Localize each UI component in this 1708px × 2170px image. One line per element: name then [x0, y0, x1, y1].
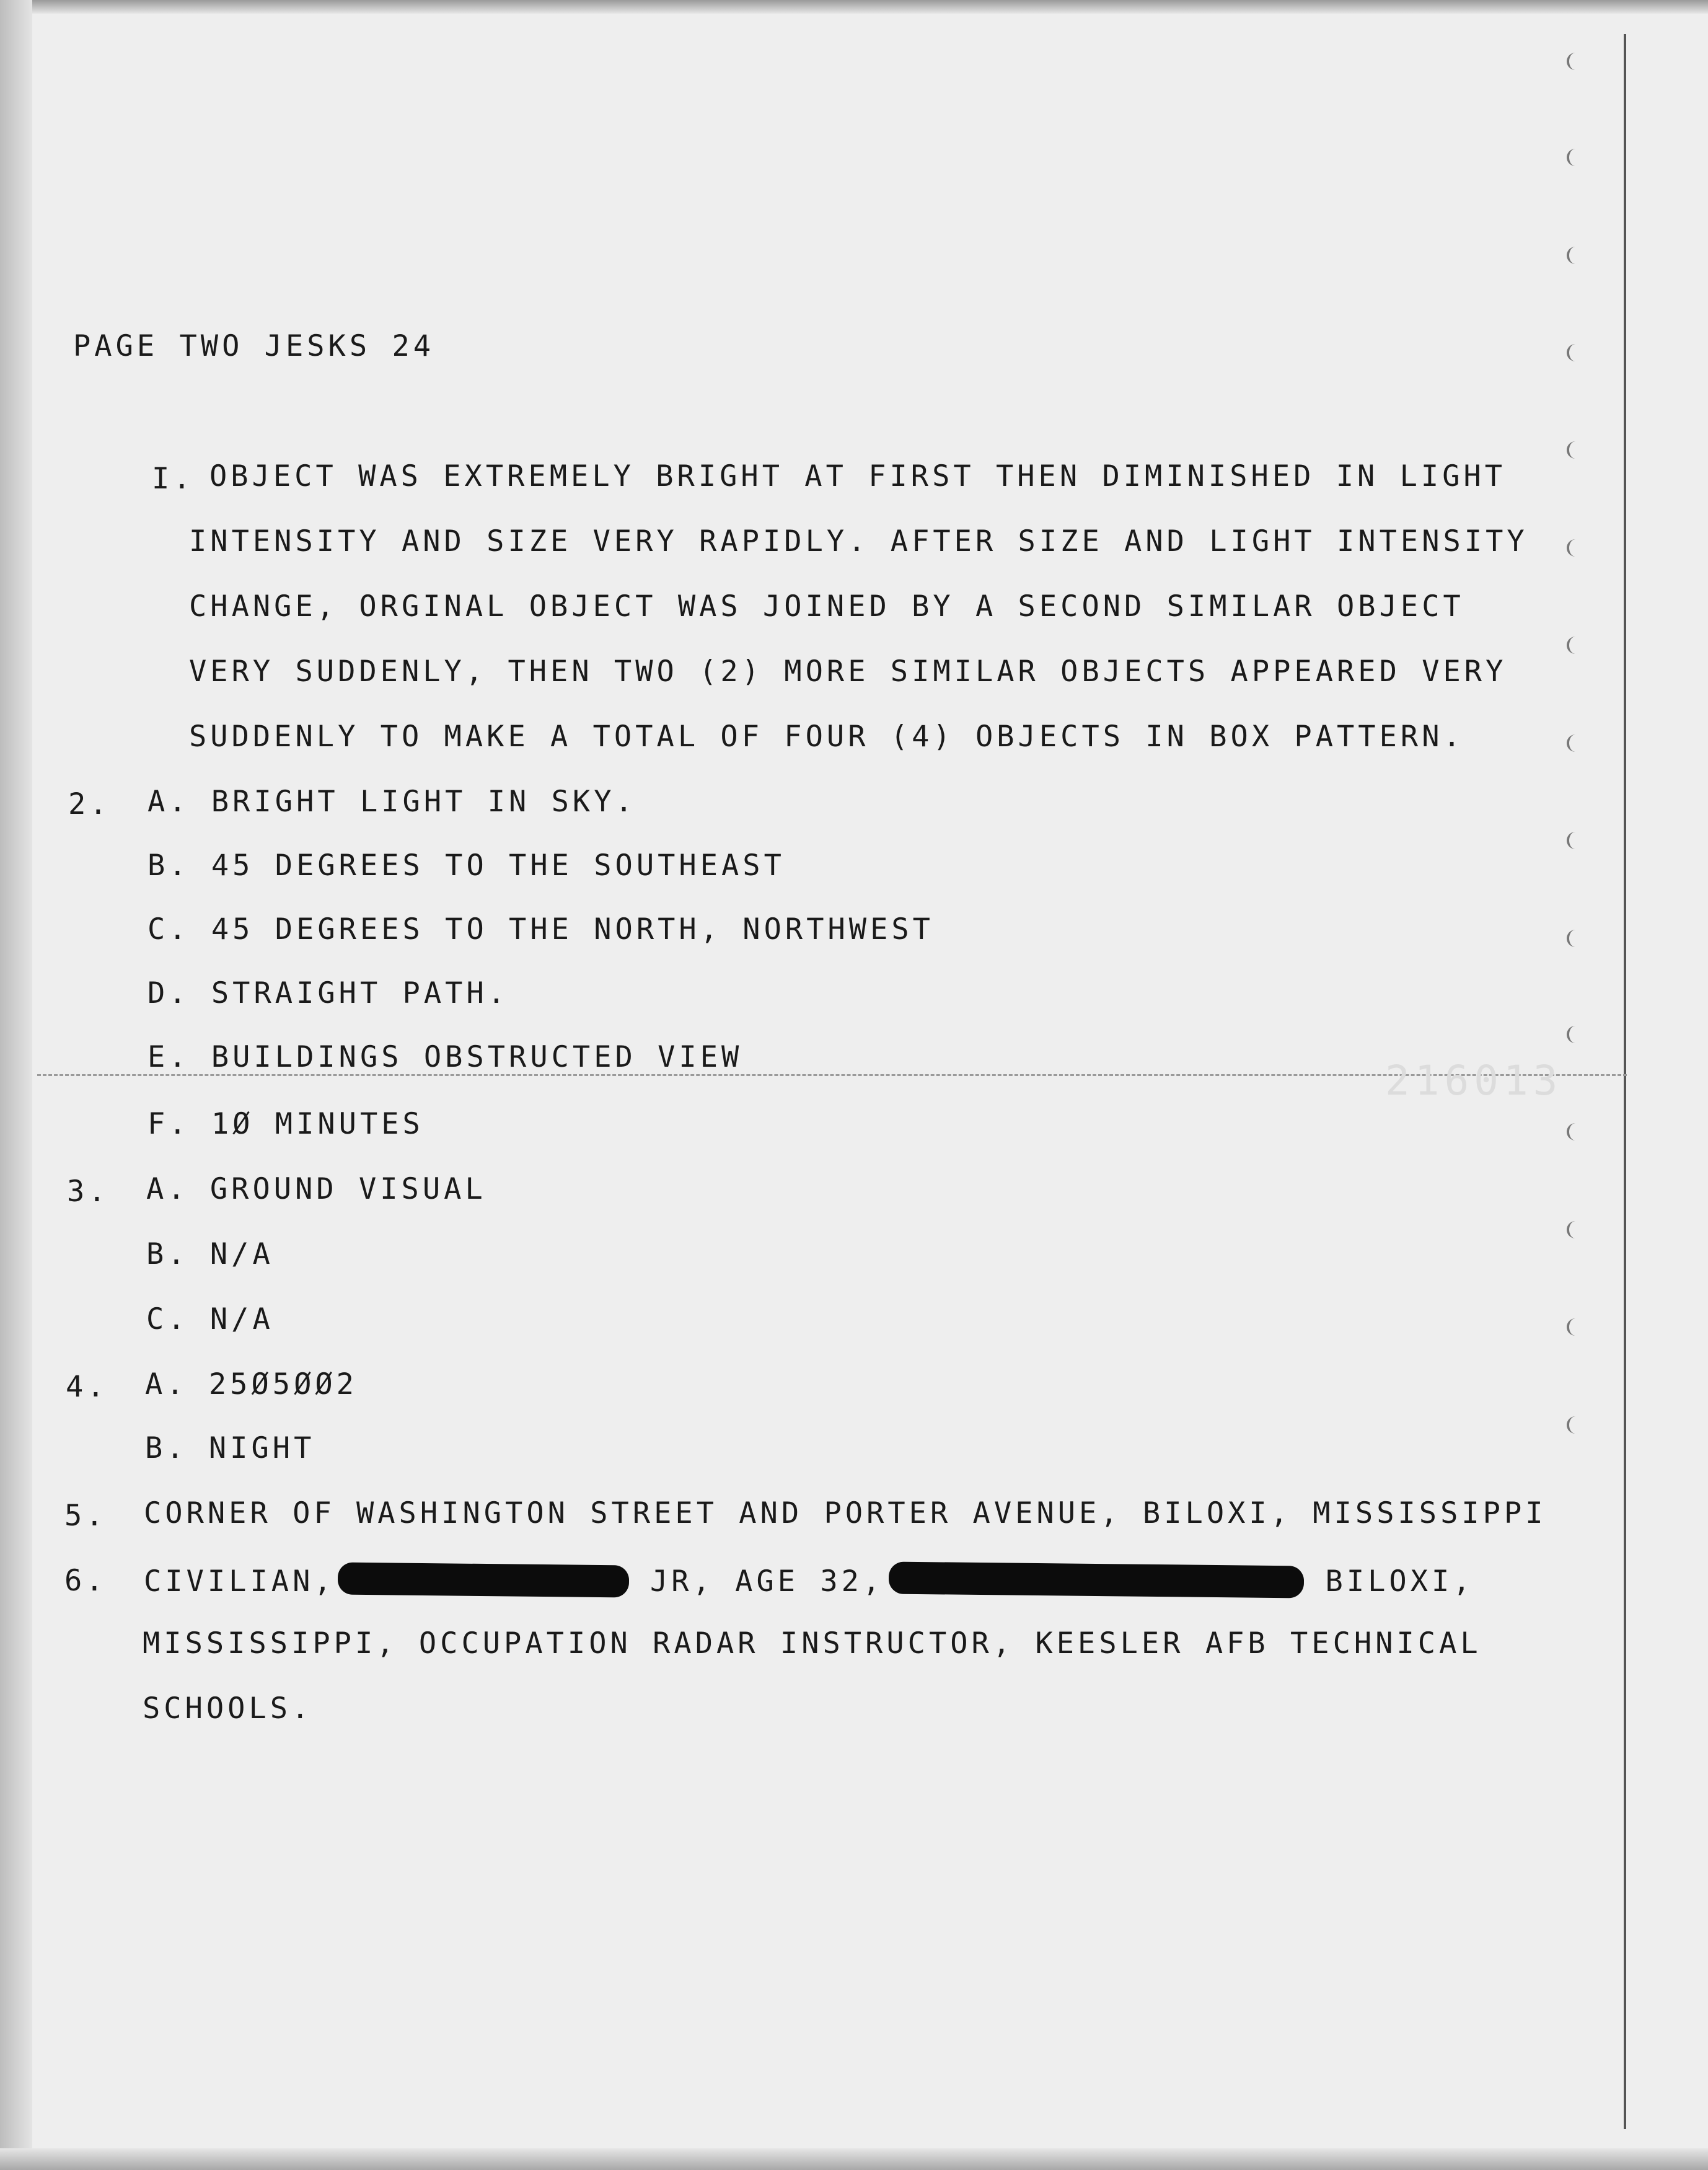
item1-line: OBJECT WAS EXTREMELY BRIGHT AT FIRST THEN DIMINISHED IN LIGHT	[209, 459, 1507, 493]
item1-line: INTENSITY AND SIZE VERY RAPIDLY. AFTER SIZE AND LIGHT INTENSITY	[189, 524, 1528, 558]
item-number: 4.	[66, 1370, 108, 1404]
sprocket-hole-mark	[1567, 832, 1575, 849]
sprocket-hole-mark	[1567, 539, 1575, 557]
sprocket-hole-mark	[1567, 53, 1575, 70]
redaction-bar	[889, 1561, 1305, 1598]
item6-text: CIVILIAN,	[144, 1564, 335, 1599]
scan-edge-bottom	[0, 2148, 1708, 2170]
item2-d: D. STRAIGHT PATH.	[147, 976, 509, 1010]
item2-b: B. 45 DEGREES TO THE SOUTHEAST	[147, 849, 785, 883]
item-number: I.	[152, 462, 195, 496]
item4-b: B. NIGHT	[145, 1431, 315, 1465]
item2-e: E. BUILDINGS OBSTRUCTED VIEW	[147, 1040, 743, 1074]
item-number: 2.	[68, 787, 111, 821]
faint-bleed-through-number: 216013	[1385, 1057, 1563, 1105]
sprocket-hole-mark	[1567, 1221, 1575, 1238]
item1-line: CHANGE, ORGINAL OBJECT WAS JOINED BY A SECOND SIMILAR OBJECT	[189, 589, 1464, 624]
redaction-bar	[337, 1563, 629, 1598]
item2-a: A. BRIGHT LIGHT IN SKY.	[147, 785, 636, 819]
scan-edge-right	[1624, 34, 1626, 2129]
sprocket-hole-mark	[1567, 1318, 1575, 1336]
item5-text: CORNER OF WASHINGTON STREET AND PORTER AVENUE, BILOXI, MISSISSIPPI	[144, 1496, 1547, 1530]
sprocket-hole-mark	[1567, 344, 1575, 361]
sprocket-hole-mark	[1567, 441, 1575, 459]
sprocket-hole-mark	[1567, 734, 1575, 752]
page-header: PAGE TWO JESKS 24	[73, 329, 435, 363]
item-number: 3.	[67, 1175, 110, 1209]
scan-edge-left	[0, 0, 32, 2170]
item1-line: VERY SUDDENLY, THEN TWO (2) MORE SIMILAR OBJECTS APPEARED VERY	[189, 655, 1507, 689]
sprocket-hole-mark	[1567, 1026, 1575, 1043]
sprocket-hole-mark	[1567, 930, 1575, 947]
item1-line: SUDDENLY TO MAKE A TOTAL OF FOUR (4) OBJECTS IN BOX PATTERN.	[189, 720, 1464, 754]
sprocket-hole-mark	[1567, 1123, 1575, 1140]
sprocket-hole-mark	[1567, 1416, 1575, 1434]
scan-edge-top	[0, 0, 1708, 14]
sprocket-hole-mark	[1567, 247, 1575, 264]
item2-f: F. 1Ø MINUTES	[147, 1107, 424, 1141]
item4-a: A. 25Ø5ØØ2	[145, 1367, 358, 1401]
item3-c: C. N/A	[146, 1302, 274, 1336]
item6-line1	[144, 1564, 1474, 1599]
item2-c: C. 45 DEGREES TO THE NORTH, NORTHWEST	[147, 912, 934, 946]
item6-text: JR, AGE 32,	[649, 1564, 884, 1599]
item-number: 5.	[64, 1499, 107, 1533]
item6-text: BILOXI,	[1325, 1564, 1474, 1599]
item6-line2: MISSISSIPPI, OCCUPATION RADAR INSTRUCTOR, KEESLER AFB TECHNICAL	[143, 1626, 1482, 1661]
item3-a: A. GROUND VISUAL	[146, 1172, 486, 1206]
item3-b: B. N/A	[146, 1237, 274, 1271]
item6-line3: SCHOOLS.	[143, 1691, 313, 1726]
sprocket-hole-mark	[1567, 149, 1575, 166]
sprocket-hole-mark	[1567, 637, 1575, 654]
item-number: 6.	[64, 1564, 107, 1598]
